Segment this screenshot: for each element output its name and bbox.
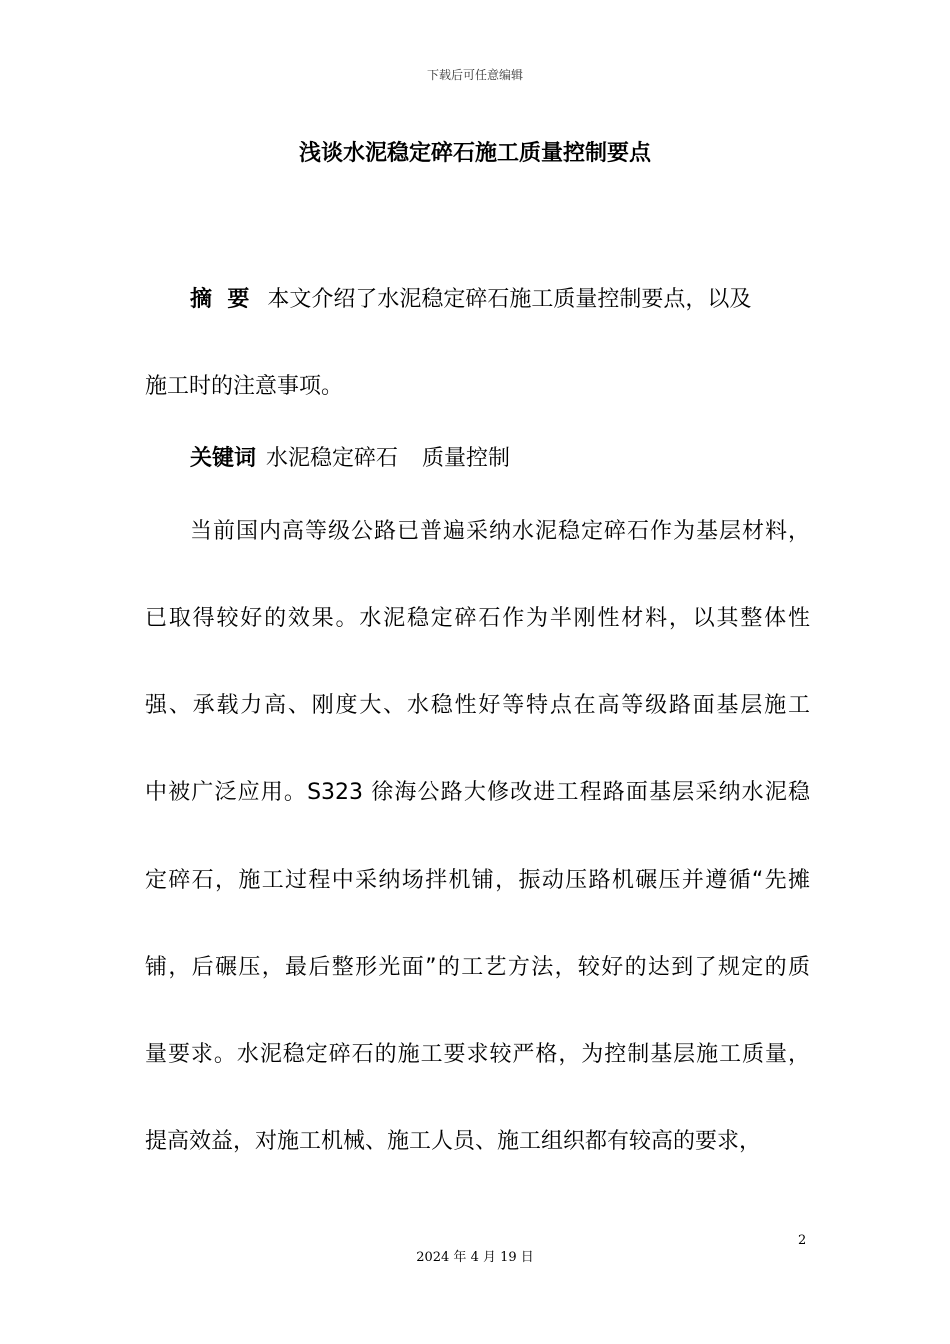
keyword-1: 水泥稳定碎石 xyxy=(266,446,399,471)
body-line: 中被广泛应用。S323 徐海公路大修改进工程路面基层采纳水泥稳 xyxy=(145,780,810,805)
page-number: 2 xyxy=(798,1233,807,1248)
abstract-text-1: 本文介绍了水泥稳定碎石施工质量控制要点，以及 xyxy=(267,287,752,312)
keywords-label: 关键词 xyxy=(190,446,257,471)
keyword-2: 质量控制 xyxy=(422,446,511,471)
body-line: 已取得较好的效果。水泥稳定碎石作为半刚性材料，以其整体性 xyxy=(145,606,810,631)
keywords-line xyxy=(190,444,810,474)
body-line: 当前国内高等级公路已普遍采纳水泥稳定碎石作为基层材料， xyxy=(190,519,810,544)
body-line: 提高效益，对施工机械、施工人员、施工组织都有较高的要求， xyxy=(145,1129,762,1154)
body-line: 铺，后碾压，最后整形光面”的工艺方法，较好的达到了规定的质 xyxy=(145,955,810,980)
body-line: 强、承载力高、刚度大、水稳性好等特点在高等级路面基层施工 xyxy=(145,693,810,718)
header-note: 下载后可任意编辑 xyxy=(426,68,523,82)
abstract-line-2: 施工时的注意事项。 xyxy=(145,374,344,399)
document-title: 浅谈水泥稳定碎石施工质量控制要点 xyxy=(298,141,651,166)
body-line: 量要求。水泥稳定碎石的施工要求较严格，为控制基层施工质量， xyxy=(145,1042,810,1067)
abstract-label: 摘 要 xyxy=(190,287,250,312)
footer-date: 2024 年 4 月 19 日 xyxy=(416,1250,534,1265)
abstract-line-1 xyxy=(190,285,810,315)
body-line: 定碎石，施工过程中采纳场拌机铺，振动压路机碾压并遵循“先摊 xyxy=(145,868,810,893)
